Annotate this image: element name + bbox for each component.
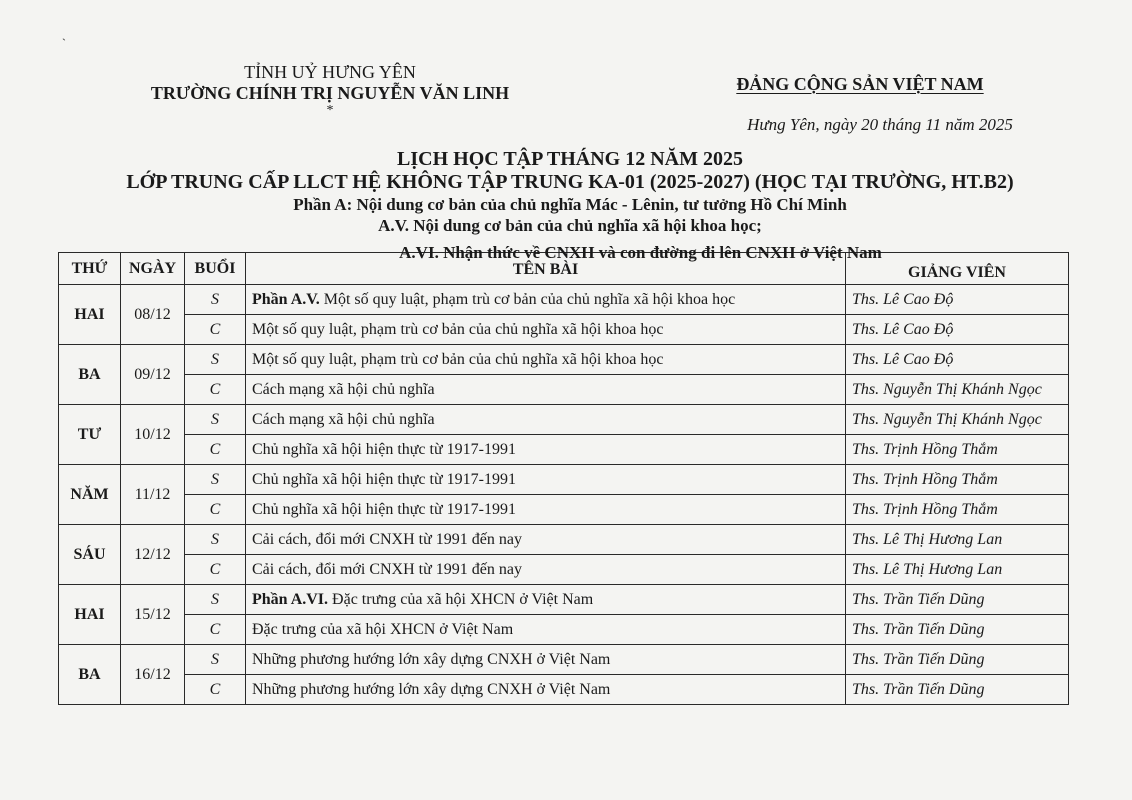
table-row xyxy=(59,345,1069,375)
session-cell: C xyxy=(185,435,246,465)
lecturer-cell: Ths. Trịnh Hồng Thắm xyxy=(846,435,1069,465)
session-cell: C xyxy=(185,675,246,705)
lesson-title: Cải cách, đổi mới CNXH từ 1991 đến nay xyxy=(252,560,522,578)
date-cell: 09/12 xyxy=(121,345,185,405)
lesson-cell xyxy=(246,555,846,585)
session-cell: C xyxy=(185,375,246,405)
lesson-title: Cách mạng xã hội chủ nghĩa xyxy=(252,380,435,398)
lesson-cell xyxy=(246,315,846,345)
header-session: BUỔI xyxy=(185,253,246,285)
table-row xyxy=(59,285,1069,315)
lecturer-cell: Ths. Nguyễn Thị Khánh Ngọc xyxy=(846,375,1069,405)
lesson-cell xyxy=(246,675,846,705)
table-row xyxy=(59,615,1069,645)
lesson-cell xyxy=(246,495,846,525)
date-cell: 08/12 xyxy=(121,285,185,345)
session-cell: S xyxy=(185,345,246,375)
table-row xyxy=(59,525,1069,555)
lesson-cell xyxy=(246,405,846,435)
day-cell: BA xyxy=(59,345,121,405)
lecturer-cell: Ths. Lê Thị Hương Lan xyxy=(846,525,1069,555)
schedule-title: LỊCH HỌC TẬP THÁNG 12 NĂM 2025 xyxy=(397,148,743,170)
province-committee: TỈNH UỶ HƯNG YÊN xyxy=(244,62,416,82)
party-name: ĐẢNG CỘNG SẢN VIỆT NAM xyxy=(736,74,984,94)
part-prefix: Phần A.V. xyxy=(252,290,320,308)
table-row xyxy=(59,495,1069,525)
day-cell: BA xyxy=(59,645,121,705)
schedule-table xyxy=(58,243,1069,705)
table-row xyxy=(59,585,1069,615)
lesson-title: Đặc trưng của xã hội XHCN ở Việt Nam xyxy=(252,620,514,638)
party-header xyxy=(690,72,1030,136)
lecturer-cell: Ths. Trần Tiến Dũng xyxy=(846,615,1069,645)
table-row xyxy=(59,675,1069,705)
dateline: Hưng Yên, ngày 20 tháng 11 năm 2025 xyxy=(747,115,1013,134)
table-row xyxy=(59,645,1069,675)
session-cell: C xyxy=(185,615,246,645)
part-prefix: Phần A.VI. xyxy=(252,590,329,608)
section-av-title: A.V. Nội dung cơ bản của chủ nghĩa xã hội khoa học; xyxy=(378,216,762,235)
session-cell: C xyxy=(185,315,246,345)
session-cell: S xyxy=(185,525,246,555)
date-cell: 16/12 xyxy=(121,645,185,705)
lesson-cell xyxy=(246,645,846,675)
table-row xyxy=(59,465,1069,495)
session-cell: S xyxy=(185,585,246,615)
lecturer-cell: Ths. Trần Tiến Dũng xyxy=(846,585,1069,615)
class-title: LỚP TRUNG CẤP LLCT HỆ KHÔNG TẬP TRUNG KA-01 (2025-2027) (HỌC TẠI TRƯỜNG, HT.B2) xyxy=(126,171,1014,193)
document-titles xyxy=(60,148,1080,236)
date-cell: 15/12 xyxy=(121,585,185,645)
lesson-title: Một số quy luật, phạm trù cơ bản của chủ nghĩa xã hội khoa học xyxy=(323,290,736,308)
day-cell: NĂM xyxy=(59,465,121,525)
schedule-body xyxy=(59,285,1069,705)
lesson-title: Chủ nghĩa xã hội hiện thực từ 1917-1991 xyxy=(252,440,516,458)
lecturer-cell: Ths. Trần Tiến Dũng xyxy=(846,645,1069,675)
day-cell: SÁU xyxy=(59,525,121,585)
header-day: THỨ xyxy=(59,253,121,285)
header-lecturer: GIẢNG VIÊN xyxy=(846,253,1069,285)
table-row xyxy=(59,435,1069,465)
star-mark: * xyxy=(326,103,334,118)
lesson-cell xyxy=(246,525,846,555)
table-row xyxy=(59,375,1069,405)
day-cell: HAI xyxy=(59,285,121,345)
session-cell: C xyxy=(185,555,246,585)
lesson-cell xyxy=(246,435,846,465)
header-date: NGÀY xyxy=(121,253,185,285)
scan-mark: ` xyxy=(62,36,66,50)
issuing-organization xyxy=(120,62,540,118)
lecturer-cell: Ths. Trịnh Hồng Thắm xyxy=(846,465,1069,495)
lecturer-cell: Ths. Trịnh Hồng Thắm xyxy=(846,495,1069,525)
lesson-title: Một số quy luật, phạm trù cơ bản của chủ nghĩa xã hội khoa học xyxy=(252,350,664,368)
lesson-cell xyxy=(246,375,846,405)
lecturer-cell: Ths. Nguyễn Thị Khánh Ngọc xyxy=(846,405,1069,435)
part-title: Phần A: Nội dung cơ bản của chủ nghĩa Mác - Lênin, tư tưởng Hồ Chí Minh xyxy=(293,195,847,214)
session-cell: S xyxy=(185,645,246,675)
lecturer-cell: Ths. Lê Cao Độ xyxy=(846,345,1069,375)
section-avi-title: A.VI. Nhận thức về CNXH và con đường đi lên CNXH ở Việt Nam xyxy=(399,243,882,262)
date-cell: 10/12 xyxy=(121,405,185,465)
lesson-title: Đặc trưng của xã hội XHCN ở Việt Nam xyxy=(332,590,594,608)
table-row xyxy=(59,315,1069,345)
lesson-title: Những phương hướng lớn xây dựng CNXH ở Việt Nam xyxy=(252,680,611,698)
session-cell: S xyxy=(185,405,246,435)
date-cell: 12/12 xyxy=(121,525,185,585)
lecturer-cell: Ths. Lê Thị Hương Lan xyxy=(846,555,1069,585)
lesson-cell xyxy=(246,345,846,375)
lesson-title: Cách mạng xã hội chủ nghĩa xyxy=(252,410,435,428)
school-name: TRƯỜNG CHÍNH TRỊ NGUYỄN VĂN LINH xyxy=(150,83,510,103)
date-cell: 11/12 xyxy=(121,465,185,525)
table-row xyxy=(59,405,1069,435)
day-cell: HAI xyxy=(59,585,121,645)
lesson-cell xyxy=(246,465,846,495)
lesson-title: Chủ nghĩa xã hội hiện thực từ 1917-1991 xyxy=(252,500,516,518)
lesson-header-label: TÊN BÀI xyxy=(512,261,579,278)
lecturer-cell: Ths. Lê Cao Độ xyxy=(846,315,1069,345)
lesson-title: Những phương hướng lớn xây dựng CNXH ở Việt Nam xyxy=(252,650,611,668)
lesson-title: Chủ nghĩa xã hội hiện thực từ 1917-1991 xyxy=(252,470,516,488)
lesson-cell xyxy=(246,285,846,315)
lesson-cell xyxy=(246,585,846,615)
table-header-row xyxy=(59,253,1069,285)
session-cell: S xyxy=(185,285,246,315)
session-cell: C xyxy=(185,495,246,525)
lecturer-cell: Ths. Lê Cao Độ xyxy=(846,285,1069,315)
lesson-title: Cải cách, đổi mới CNXH từ 1991 đến nay xyxy=(252,530,522,548)
session-cell: S xyxy=(185,465,246,495)
lesson-cell xyxy=(246,615,846,645)
lecturer-cell: Ths. Trần Tiến Dũng xyxy=(846,675,1069,705)
lesson-title: Một số quy luật, phạm trù cơ bản của chủ nghĩa xã hội khoa học xyxy=(252,320,664,338)
header-lesson xyxy=(246,243,882,285)
day-cell: TƯ xyxy=(59,405,121,465)
table-row xyxy=(59,555,1069,585)
